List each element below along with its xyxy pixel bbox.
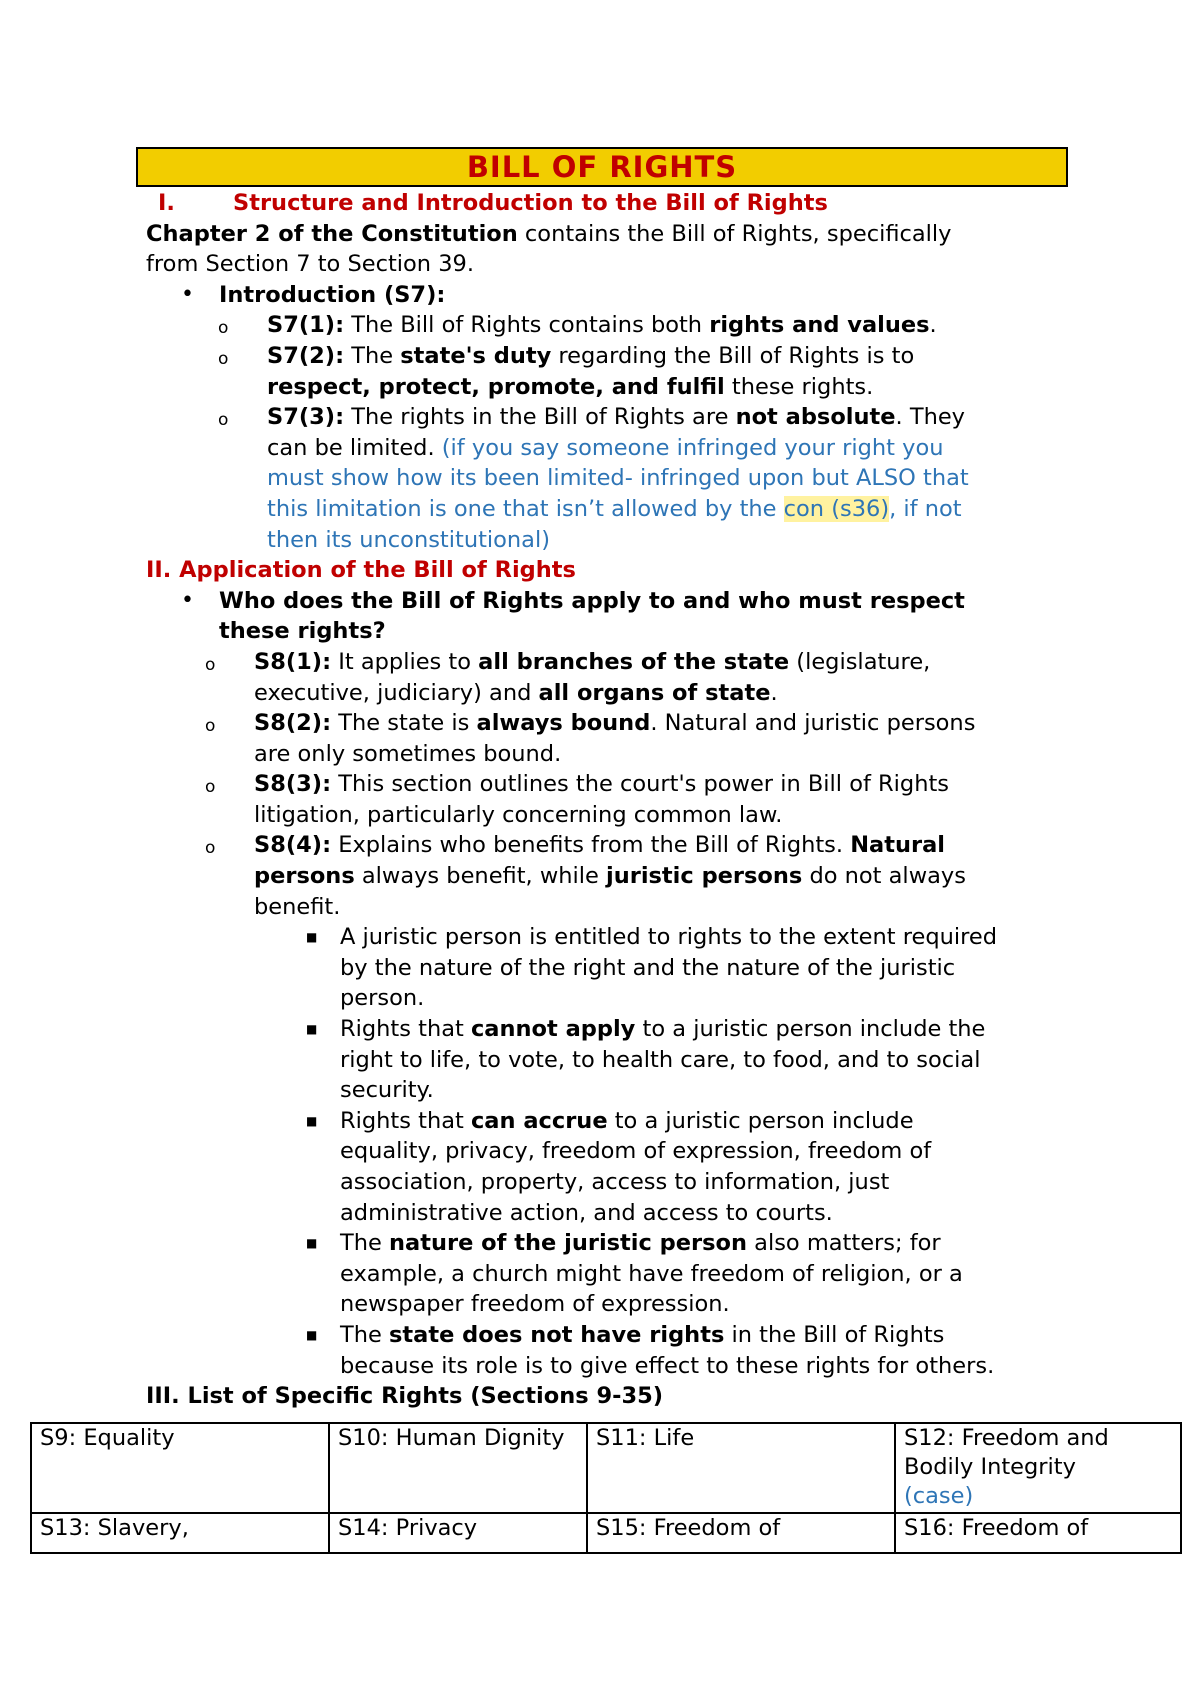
title-banner: [136, 147, 1068, 187]
table-row: [31, 1513, 1181, 1553]
table-cell: S11: Life: [587, 1423, 895, 1513]
note-text: then its unconstitutional): [267, 526, 550, 553]
list-item-continuation: respect, protect, promote, and fulfil these rights.: [267, 373, 874, 400]
list-item-continuation: persons always benefit, while juristic persons do not always: [254, 863, 966, 890]
list-item-continuation: benefit.: [254, 893, 341, 920]
list-item: o S7(1): The Bill of Rights contains both rights and values.: [146, 310, 1086, 341]
sub-list-item: ■ The state does not have rights in the Bill of Rights: [146, 1320, 1086, 1351]
page-title: BILL OF RIGHTS: [466, 150, 738, 184]
sub-list-item-continuation: because its role is to give effect to these rights for others.: [340, 1352, 995, 1379]
sub-list-item-continuation: association, property, access to information, just: [340, 1169, 890, 1195]
section-3-heading: III. List of Specific Rights (Sections 9-35): [146, 1383, 664, 1410]
list-item-continuation: litigation, particularly concerning common law.: [254, 801, 783, 828]
list-item: o S8(4): Explains who benefits from the Bill of Rights. Natural: [146, 830, 1086, 861]
sub-list-item: ■ Rights that cannot apply to a juristic person include the: [146, 1014, 1086, 1045]
table-cell: S14: Privacy: [329, 1513, 587, 1553]
table-cell: S16: Freedom of: [895, 1513, 1181, 1553]
sub-list-item-continuation: example, a church might have freedom of religion, or a: [340, 1260, 963, 1287]
list-item-continuation: these rights?: [219, 618, 386, 645]
list-item: o S7(3): The rights in the Bill of Rights are not absolute. They: [146, 402, 1086, 433]
list-item: o S8(3): This section outlines the court's power in Bill of Rights: [146, 769, 1086, 800]
list-item-continuation: executive, judiciary) and all organs of state.: [254, 679, 778, 706]
square-bullet-icon: ■: [306, 1236, 318, 1251]
list-item: o S8(2): The state is always bound. Natural and juristic persons: [146, 708, 1086, 739]
circle-bullet-icon: o: [218, 348, 229, 369]
case-link[interactable]: (case): [904, 1483, 974, 1509]
sub-list-item-continuation: administrative action, and access to courts.: [340, 1199, 833, 1226]
list-item: • Who does the Bill of Rights apply to and who must respect: [146, 586, 1086, 617]
list-item-continuation: are only sometimes bound.: [254, 740, 562, 767]
document-body: [146, 188, 1086, 1412]
sub-list-item: ■ Rights that can accrue to a juristic person include: [146, 1106, 1086, 1137]
section-2-heading: II. Application of the Bill of Rights: [146, 557, 576, 584]
sub-list-item-continuation: security.: [340, 1077, 434, 1104]
highlighted-text: con (s36): [783, 495, 890, 522]
rights-table: [30, 1422, 1182, 1554]
table-cell: S15: Freedom of: [587, 1513, 895, 1553]
sub-list-item-continuation: right to life, to vote, to health care, to food, and to social: [340, 1046, 981, 1073]
circle-bullet-icon: o: [218, 318, 229, 339]
bullet-icon: •: [181, 587, 194, 613]
table-cell: S9: Equality: [31, 1423, 329, 1513]
list-item: o S7(2): The state's duty regarding the Bill of Rights is to: [146, 341, 1086, 372]
table-cell: S10: Human Dignity: [329, 1423, 587, 1513]
sub-list-item-continuation: person.: [340, 985, 425, 1012]
circle-bullet-icon: o: [205, 777, 216, 798]
circle-bullet-icon: o: [205, 654, 216, 675]
sub-list-item: ■ The nature of the juristic person also matters; for: [146, 1228, 1086, 1259]
table-cell: S12: Freedom and Bodily Integrity (case): [895, 1423, 1181, 1513]
list-item-continuation: can be limited. (if you say someone infringed your right you: [267, 434, 944, 461]
square-bullet-icon: ■: [306, 1022, 318, 1037]
circle-bullet-icon: o: [205, 838, 216, 859]
sub-list-item-continuation: by the nature of the right and the nature of the juristic: [340, 954, 956, 981]
paragraph: Chapter 2 of the Constitution contains the Bill of Rights, specifically: [146, 220, 952, 247]
bullet-icon: •: [181, 281, 194, 307]
list-item: • Introduction (S7):: [146, 280, 1086, 311]
sub-list-item: ■ A juristic person is entitled to rights to the extent required: [146, 922, 1086, 953]
sub-list-item-continuation: newspaper freedom of expression.: [340, 1291, 730, 1318]
note-text: must show how its been limited- infringed upon but ALSO that: [267, 465, 969, 492]
section-1-heading: I. Structure and Introduction to the Bill of Rights: [158, 190, 828, 216]
sub-list-item-continuation: equality, privacy, freedom of expression, freedom of: [340, 1138, 932, 1165]
circle-bullet-icon: o: [205, 716, 216, 737]
table-row: [31, 1423, 1181, 1513]
square-bullet-icon: ■: [306, 1327, 318, 1342]
note-text: this limitation is one that isn’t allowed by the con (s36), if not: [267, 495, 962, 522]
square-bullet-icon: ■: [306, 930, 318, 945]
table-cell: S13: Slavery,: [31, 1513, 329, 1553]
list-item: o S8(1): It applies to all branches of the state (legislature,: [146, 647, 1086, 678]
square-bullet-icon: ■: [306, 1113, 318, 1128]
paragraph: from Section 7 to Section 39.: [146, 251, 474, 278]
circle-bullet-icon: o: [218, 410, 229, 431]
